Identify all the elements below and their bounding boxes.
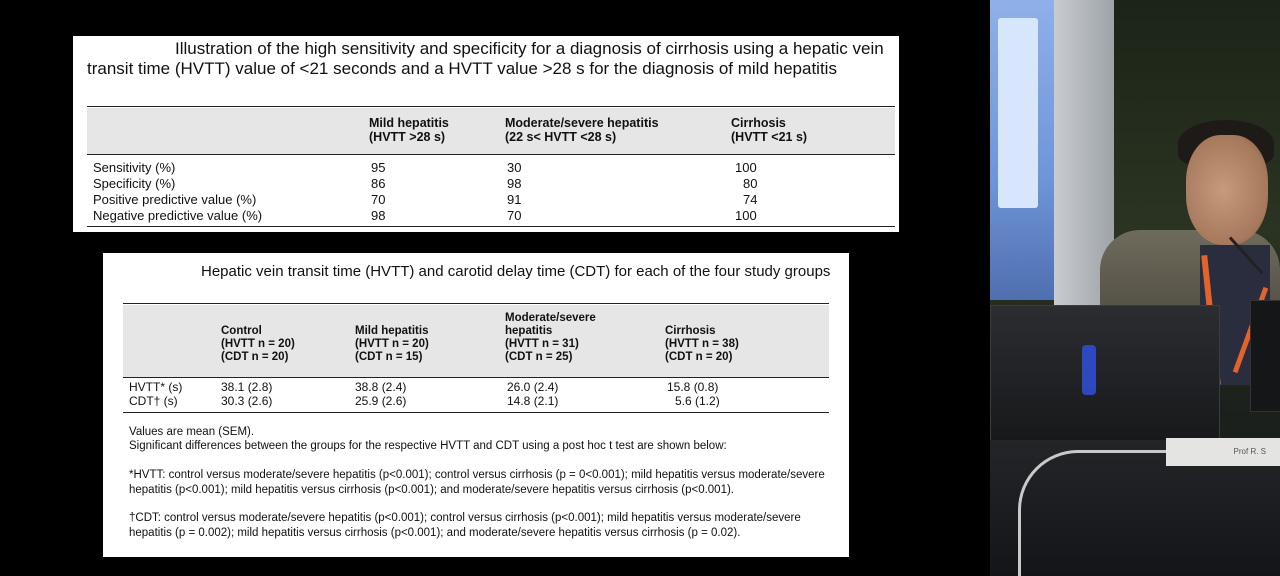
- table1-cell: 98: [371, 208, 386, 223]
- table2-top-rule: [123, 303, 829, 304]
- table1-caption-text: Illustration of the high sensitivity and specificity for a diagnosis of cirrhosis using a hepatic vein transit time (HVTT) value of <21 seconds and a HVTT value >28 s for the diagnosis of mild hepatitis: [87, 39, 884, 78]
- table1-bottom-rule: [87, 226, 895, 227]
- table1-header-rule: [87, 154, 895, 155]
- table1-row-label: Sensitivity (%): [93, 160, 176, 175]
- table1-cell: 70: [371, 192, 386, 207]
- table1-cell: 100: [735, 208, 757, 223]
- table2-header-moderate: Moderate/severe hepatitis (HVTT n = 31) (CDT n = 25): [505, 312, 596, 363]
- table2-cell: 38.1 (2.8): [221, 380, 273, 394]
- nameplate: [1166, 438, 1280, 466]
- table1-row-label: Negative predictive value (%): [93, 208, 263, 223]
- table2-note: *HVTT: control versus moderate/severe hepatitis (p<0.001); control versus cirrhosis (p = 0<0.001); mild hepatitis versus moderate/severe hepatitis (p<0.001); mild hepatitis versus cirrhosis (p<0.001); and moderate/severe hepatitis versus cirrhosis (p<0.001).: [129, 469, 825, 496]
- table2-header-control: Control (HVTT n = 20) (CDT n = 20): [221, 325, 295, 363]
- sensitivity-table-card: [73, 36, 899, 232]
- table1-header-moderate: Moderate/severe hepatitis (22 s< HVTT <28 s): [505, 116, 659, 144]
- table2-cell: 38.8 (2.4): [355, 380, 407, 394]
- table1-cell: 86: [371, 176, 386, 191]
- table2-caption: [123, 262, 843, 281]
- table1-cell: 80: [743, 176, 758, 191]
- table1-caption: [87, 39, 893, 79]
- speaker-video: [990, 0, 1280, 576]
- laptop-logo-glow: [1082, 345, 1096, 395]
- table1-cell: 74: [743, 192, 758, 207]
- speaker-head: [1186, 135, 1268, 245]
- table1-cell: 100: [735, 160, 757, 175]
- table1-row-label: Positive predictive value (%): [93, 192, 257, 207]
- table2-note: Significant differences between the groups for the respective HVTT and CDT using a post hoc t test are shown below:: [129, 440, 727, 452]
- table2-cell: 26.0 (2.4): [507, 380, 559, 394]
- table2-row-label: HVTT* (s): [129, 380, 183, 394]
- table2-cell: 30.3 (2.6): [221, 394, 273, 408]
- transit-time-table-card: [103, 253, 849, 557]
- table2-caption-text: Hepatic vein transit time (HVTT) and carotid delay time (CDT) for each of the four study groups: [201, 263, 831, 280]
- cable: [1018, 450, 1191, 576]
- table1-cell: 95: [371, 160, 386, 175]
- table2-cell: 14.8 (2.1): [507, 394, 559, 408]
- table2-note: †CDT: control versus moderate/severe hepatitis (p<0.001); control versus cirrhosis (p<0.001); mild hepatitis versus moderate/severe hepatitis (p = 0.002); mild hepatitis versus cirrhosis (p<0.001); and moderate/severe hepatitis versus cirrhosis (p = 0.02).: [129, 512, 801, 539]
- table2-note: Values are mean (SEM).: [129, 426, 255, 438]
- light-panel: [998, 18, 1038, 208]
- nameplate-text: Prof R. S: [1233, 447, 1266, 456]
- second-laptop: [1250, 300, 1280, 412]
- table2-row-label: CDT† (s): [129, 394, 178, 408]
- table1-header-mild: Mild hepatitis (HVTT >28 s): [369, 116, 449, 144]
- table1-top-rule: [87, 106, 895, 107]
- table1-cell: 30: [507, 160, 522, 175]
- table1-row-label: Specificity (%): [93, 176, 176, 191]
- table2-bottom-rule: [123, 412, 829, 413]
- table2-cell: 15.8 (0.8): [667, 380, 719, 394]
- table2-header-rule: [123, 377, 829, 378]
- table1-cell: 70: [507, 208, 522, 223]
- table2-header-cirrhosis: Cirrhosis (HVTT n = 38) (CDT n = 20): [665, 325, 739, 363]
- table2-cell: 5.6 (1.2): [675, 394, 720, 408]
- table1-cell: 98: [507, 176, 522, 191]
- table1-cell: 91: [507, 192, 522, 207]
- table1-header-cirrhosis: Cirrhosis (HVTT <21 s): [731, 116, 808, 144]
- laptop: [990, 305, 1220, 447]
- table2-header-mild: Mild hepatitis (HVTT n = 20) (CDT n = 15): [355, 325, 429, 363]
- table2-cell: 25.9 (2.6): [355, 394, 407, 408]
